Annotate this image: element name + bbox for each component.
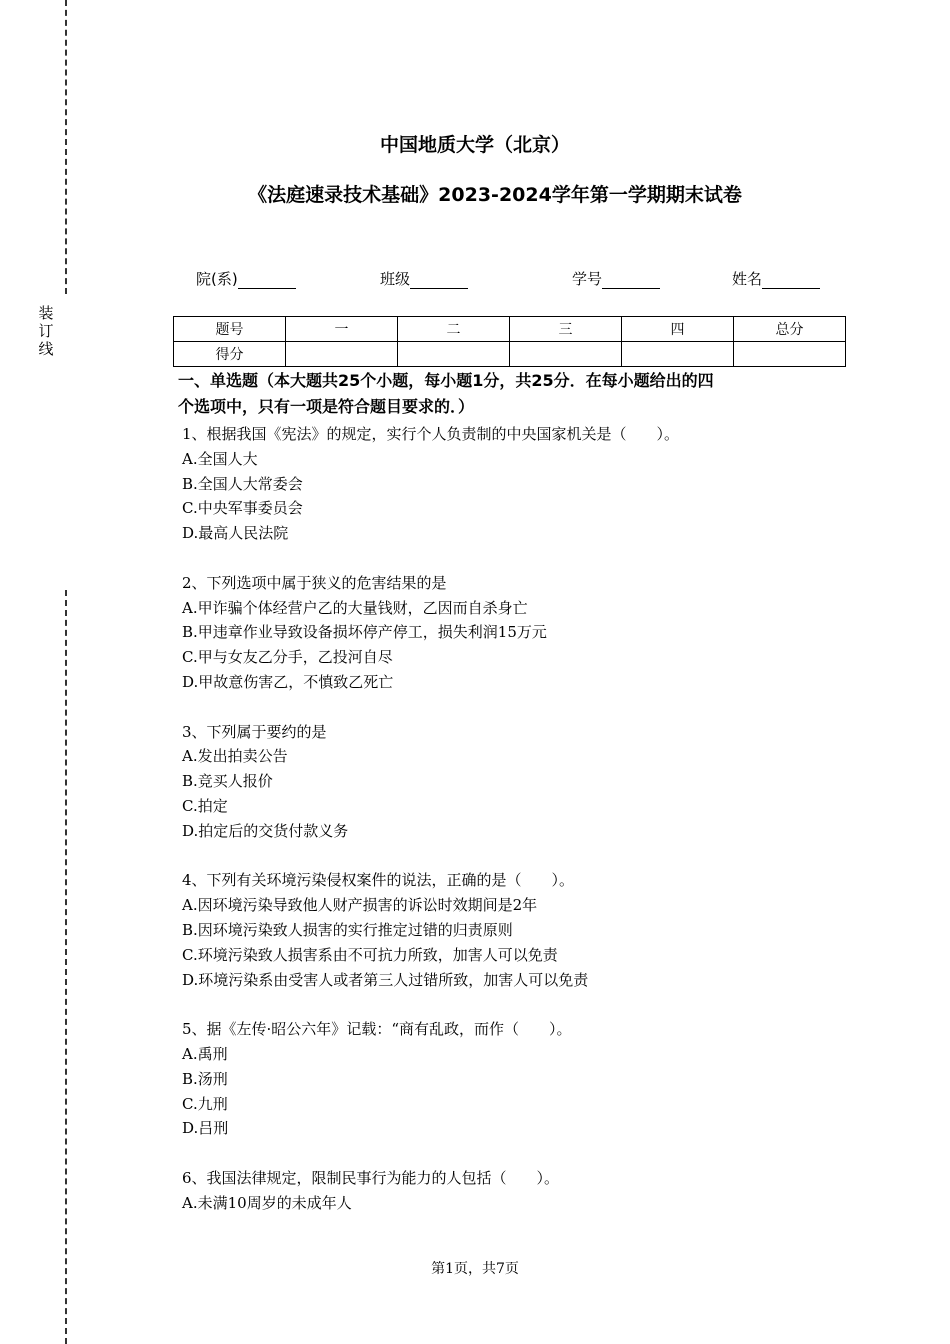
question-stem: 6、我国法律规定，限制民事行为能力的人包括（ ）。 bbox=[182, 1168, 560, 1187]
question-6 bbox=[182, 1166, 842, 1216]
score-table-header-row bbox=[174, 317, 846, 342]
question-stem: 5、据《左传·昭公六年》记载：“商有乱政，而作（ ）。 bbox=[182, 1020, 572, 1039]
score-cell[interactable] bbox=[398, 342, 510, 367]
option-b: B.因环境污染致人损害的实行推定过错的归责原则 bbox=[182, 920, 513, 939]
school-title: 中国地质大学（北京） bbox=[379, 134, 570, 156]
option-c: C.环境污染致人损害系由不可抗力所致，加害人可以免责 bbox=[182, 945, 558, 964]
option-d: D.拍定后的交货付款义务 bbox=[182, 821, 349, 840]
section-heading: 一、单选题（本大题共25个小题，每小题1分，共25分．在每小题给出的四 个选项中，只有一项是符合题目要求的．） bbox=[178, 371, 714, 416]
college-blank[interactable] bbox=[238, 272, 296, 289]
option-c: C.九刑 bbox=[182, 1094, 228, 1113]
score-table bbox=[173, 316, 846, 367]
option-b: B.全国人大常委会 bbox=[182, 474, 303, 493]
page-footer: 第1页，共7页 bbox=[431, 1261, 519, 1277]
score-cell[interactable] bbox=[286, 342, 398, 367]
class-blank[interactable] bbox=[410, 272, 468, 289]
option-d: D.甲故意伤害乙，不慎致乙死亡 bbox=[182, 672, 394, 691]
score-row-label: 得分 bbox=[174, 342, 286, 367]
score-cell[interactable] bbox=[510, 342, 622, 367]
binding-line-label: 装 订 线 bbox=[38, 304, 54, 358]
option-a: A.禹刑 bbox=[182, 1044, 228, 1063]
binding-dash-line-bottom bbox=[65, 590, 67, 1344]
score-table-score-row bbox=[174, 342, 846, 367]
option-a: A.发出拍卖公告 bbox=[182, 747, 288, 766]
option-b: B.甲违章作业导致设备损坏停产停工，损失利润15万元 bbox=[182, 623, 547, 642]
class-label: 班级 bbox=[380, 270, 411, 288]
option-a: A.因环境污染导致他人财产损害的诉讼时效期间是2年 bbox=[182, 896, 538, 915]
option-d: D.环境污染系由受害人或者第三人过错所致，加害人可以免责 bbox=[182, 970, 589, 989]
question-3 bbox=[182, 720, 842, 844]
score-header-cell: 一 bbox=[286, 317, 398, 342]
student-id-blank[interactable] bbox=[602, 272, 660, 289]
option-c: C.中央军事委员会 bbox=[182, 499, 303, 518]
option-a: A.全国人大 bbox=[182, 449, 258, 468]
question-stem: 2、下列选项中属于狭义的危害结果的是 bbox=[182, 573, 447, 592]
option-b: B.竞买人报价 bbox=[182, 772, 273, 791]
option-a: A.未满10周岁的未成年人 bbox=[182, 1193, 352, 1212]
score-cell[interactable] bbox=[734, 342, 846, 367]
name-field bbox=[732, 268, 820, 289]
option-b: B.汤刑 bbox=[182, 1069, 228, 1088]
exam-title: 《法庭速录技术基础》2023-2024学年第一学期期末试卷 bbox=[248, 184, 742, 206]
score-cell[interactable] bbox=[622, 342, 734, 367]
question-content bbox=[178, 368, 842, 1216]
question-4 bbox=[182, 868, 842, 992]
score-header-cell: 二 bbox=[398, 317, 510, 342]
college-field bbox=[196, 268, 296, 289]
question-1 bbox=[182, 422, 842, 546]
student-id-field bbox=[572, 268, 660, 289]
question-5 bbox=[182, 1017, 842, 1141]
student-id-label: 学号 bbox=[572, 270, 603, 288]
option-d: D.最高人民法院 bbox=[182, 524, 289, 543]
score-header-cell: 三 bbox=[510, 317, 622, 342]
score-header-cell: 题号 bbox=[174, 317, 286, 342]
question-stem: 1、根据我国《宪法》的规定，实行个人负责制的中央国家机关是（ ）。 bbox=[182, 425, 680, 443]
question-2 bbox=[182, 571, 842, 695]
option-d: D.吕刑 bbox=[182, 1119, 229, 1138]
name-blank[interactable] bbox=[762, 272, 820, 289]
class-field bbox=[380, 268, 468, 289]
option-c: C.甲与女友乙分手，乙投河自尽 bbox=[182, 648, 393, 667]
question-stem: 4、下列有关环境污染侵权案件的说法，正确的是（ ）。 bbox=[182, 871, 575, 890]
option-a: A.甲诈骗个体经营户乙的大量钱财，乙因而自杀身亡 bbox=[182, 598, 528, 617]
option-c: C.拍定 bbox=[182, 796, 228, 815]
question-stem: 3、下列属于要约的是 bbox=[182, 722, 327, 741]
college-label: 院(系) bbox=[196, 270, 238, 288]
name-label: 姓名 bbox=[732, 270, 763, 288]
score-header-cell: 四 bbox=[622, 317, 734, 342]
score-header-cell: 总分 bbox=[734, 317, 846, 342]
